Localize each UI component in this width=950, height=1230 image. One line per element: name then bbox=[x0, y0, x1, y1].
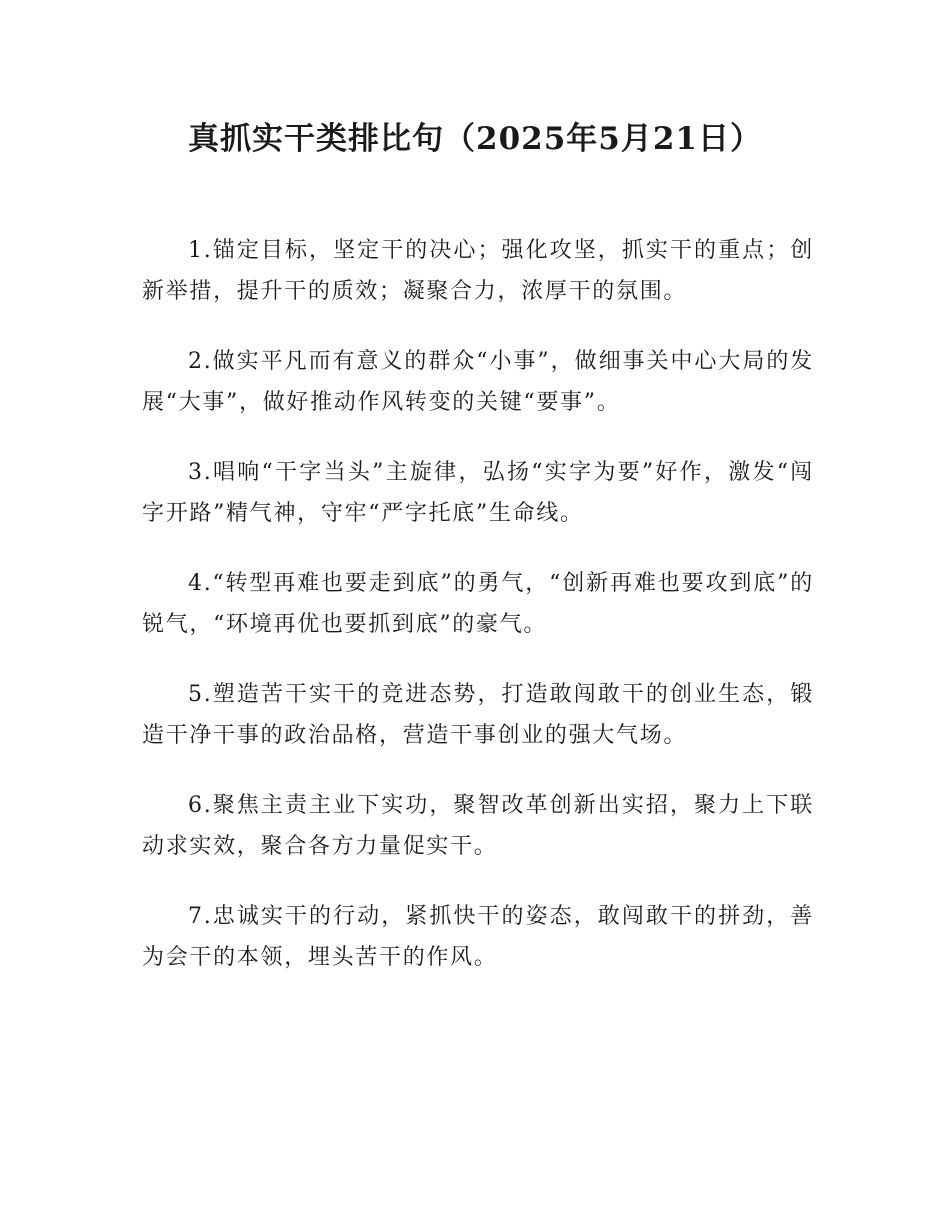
document-title: 真抓实干类排比句（2025年5月21日） bbox=[188, 121, 762, 157]
paragraph-4: 4.“转型再难也要走到底”的勇气，“创新再难也要攻到底”的锐气，“环境再优也要抓到底”的豪气。 bbox=[142, 571, 814, 637]
paragraph-1: 1.锚定目标，坚定干的决心；强化攻坚，抓实干的重点；创新举措，提升干的质效；凝聚合力，浓厚干的氛围。 bbox=[142, 238, 814, 304]
paragraph-3: 3.唱响“干字当头”主旋律，弘扬“实字为要”好作，激发“闯字开路”精气神，守牢“严字托底”生命线。 bbox=[142, 460, 814, 526]
document-body bbox=[142, 230, 814, 1007]
paragraph-5: 5.塑造苦干实干的竞进态势，打造敢闯敢干的创业生态，锻造干净干事的政治品格，营造干事创业的强大气场。 bbox=[142, 682, 814, 748]
paragraph-2: 2.做实平凡而有意义的群众“小事”，做细事关中心大局的发展“大事”，做好推动作风转变的关键“要事”。 bbox=[142, 349, 814, 415]
paragraph-6: 6.聚焦主责主业下实功，聚智改革创新出实招，聚力上下联动求实效，聚合各方力量促实干。 bbox=[142, 793, 814, 859]
paragraph-7: 7.忠诚实干的行动，紧抓快干的姿态，敢闯敢干的拼劲，善为会干的本领，埋头苦干的作风。 bbox=[142, 904, 814, 970]
